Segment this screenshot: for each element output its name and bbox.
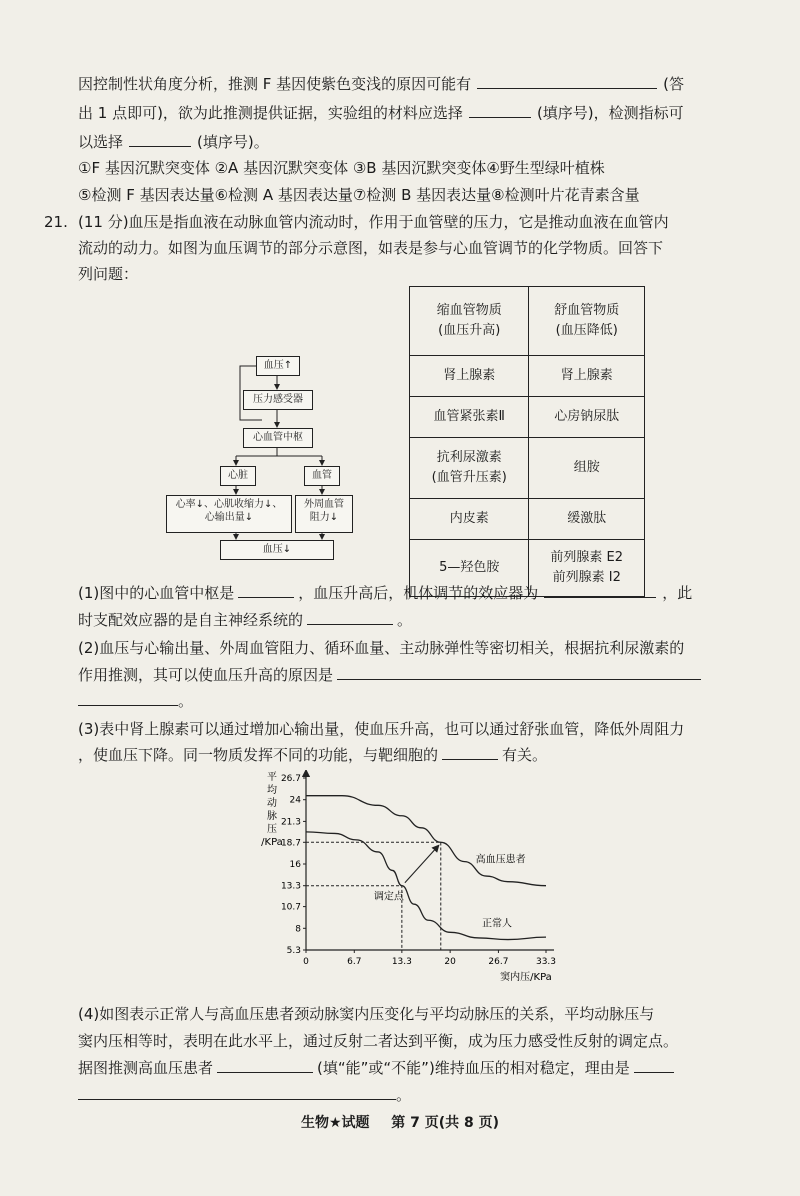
q21-intro-3: 列问题： (78, 265, 139, 283)
header-right-line2: (血压降低) (555, 323, 618, 338)
sub3-text-b: ，使血压下降。同一物质发挥不同的功能，与靶细胞的 (78, 746, 439, 764)
table-cell: 5—羟色胺 (410, 540, 529, 597)
sub1-line2 (78, 610, 412, 630)
answer-blank[interactable] (129, 132, 191, 147)
table-header-row (410, 287, 645, 356)
vessel-box: 血管 (304, 466, 340, 486)
y-tick-label: 8 (295, 924, 301, 935)
sub4-text-e: 。 (396, 1086, 412, 1104)
pressure-receptor-box: 压力感受器 (243, 390, 313, 410)
y-axis-label-char: 动 (267, 798, 277, 809)
y-axis-label-char: /KPa (261, 837, 283, 848)
x-tick-label: 33.3 (535, 957, 557, 967)
sub4-line1: (4)如图表示正常人与高血压患者颈动脉窦内压变化与平均动脉压的关系，平均动脉压与 (78, 1005, 655, 1023)
hypertension-series-label: 高血压患者 (475, 854, 526, 866)
sub2-line3 (78, 691, 193, 711)
cardiovascular-center-box: 心血管中枢 (243, 428, 313, 448)
q20-line3-end: (填序号)。 (197, 133, 269, 151)
cell-line: 抗利尿激素 (436, 450, 502, 465)
q20-line3-text: 以选择 (78, 133, 124, 151)
table-cell (410, 438, 529, 499)
heart-effect-box (166, 495, 292, 533)
setpoint-shift-arrow (405, 845, 439, 882)
q20-line3 (78, 132, 269, 152)
y-tick-label: 5.3 (286, 946, 301, 956)
sub3-text-c: 有关。 (502, 746, 548, 764)
table-row (410, 438, 645, 499)
table-cell: 肾上腺素 (529, 356, 645, 397)
q21-number: 21. (44, 213, 68, 231)
y-tick-label: 13.3 (280, 881, 301, 892)
sub4-text-c: 据图推测高血压患者 (78, 1059, 214, 1077)
table-cell: 缓激肽 (529, 499, 645, 540)
y-axis-label-char: 压 (267, 824, 277, 835)
answer-blank[interactable] (307, 610, 393, 625)
page-footer (0, 1112, 800, 1132)
y-axis-label-char: 平 (267, 772, 277, 783)
vasoactive-substance-table (409, 286, 645, 597)
table-cell: 心房钠尿肽 (529, 397, 645, 438)
arterial-pressure-chart (250, 770, 610, 990)
sub4-line3 (78, 1058, 674, 1078)
y-tick-label: 10.7 (280, 902, 301, 913)
table-cell: 肾上腺素 (410, 356, 529, 397)
sub3-line2 (78, 745, 547, 765)
table-row (410, 499, 645, 540)
table-header-left (410, 287, 529, 356)
q20-line2-end: (填序号)，检测指标可 (536, 104, 684, 122)
x-tick-label: 13.3 (391, 957, 412, 967)
header-left-line2: (血压升高) (438, 323, 501, 338)
sub1-line1 (78, 583, 692, 603)
q20-options-2: ⑤检测 F 基因表达量⑥检测 A 基因表达量⑦检测 B 基因表达量⑧检测叶片花青素含量 (78, 186, 640, 204)
sub1-text-a: (1)图中的心血管中枢是 (78, 584, 235, 602)
vessel-effect-line1: 外周血管 (304, 499, 344, 510)
table-cell: 组胺 (529, 438, 645, 499)
y-tick-label: 26.7 (280, 774, 301, 784)
sub1-text-c: ，此 (662, 584, 693, 602)
subject-label: 生物★试题 (300, 1115, 370, 1131)
hypertension-curve (306, 796, 546, 886)
sub1-text-e: 。 (397, 611, 413, 629)
sub4-line2: 窦内压相等时，表明在此水平上，通过反射二者达到平衡，成为压力感受性反射的调定点。 (78, 1032, 679, 1050)
y-tick-label: 16 (289, 860, 301, 870)
sub2-text-b: 作用推测，其可以使血压升高的原因是 (78, 666, 334, 684)
q20-line2-text: 出 1 点即可)，欲为此推测提供证据，实验组的材料应选择 (78, 104, 463, 122)
bp-down-box: 血压↓ (220, 540, 334, 560)
heart-box: 心脏 (220, 466, 256, 486)
header-left-line1: 缩血管物质 (436, 303, 502, 318)
answer-blank[interactable] (238, 583, 294, 598)
sub2-line1: (2)血压与心输出量、外周血管阻力、循环血量、主动脉弹性等密切相关，根据抗利尿激素的 (78, 639, 685, 657)
header-right-line1: 舒血管物质 (554, 303, 620, 318)
heart-effect-line2: 心输出量↓ (204, 512, 254, 523)
table-row (410, 356, 645, 397)
table-cell: 血管紧张素Ⅱ (410, 397, 529, 438)
cell-line: 前列腺素 I2 (552, 570, 621, 585)
bp-up-box: 血压↑ (256, 356, 300, 376)
vessel-effect-box (295, 495, 353, 533)
y-tick-label: 18.7 (280, 838, 301, 849)
vessel-effect-line2: 阻力↓ (309, 512, 339, 523)
table-header-right (529, 287, 645, 356)
answer-blank[interactable] (217, 1058, 313, 1073)
heart-effect-line1: 心率↓、心肌收缩力↓、 (175, 499, 283, 510)
sub1-text-d: 时支配效应器的是自主神经系统的 (78, 611, 304, 629)
x-tick-label: 6.7 (347, 957, 362, 967)
y-axis-label-char: 均 (267, 785, 277, 796)
table-cell: 内皮素 (410, 499, 529, 540)
q20-options-1: ①F 基因沉默突变体 ②A 基因沉默突变体 ③B 基因沉默突变体④野生型绿叶植株 (78, 159, 605, 177)
sub2-line2 (78, 665, 701, 685)
answer-blank[interactable] (337, 665, 701, 680)
answer-blank[interactable] (477, 74, 657, 89)
y-tick-label: 24 (289, 795, 301, 806)
answer-blank[interactable] (78, 691, 178, 706)
q20-line2 (78, 103, 684, 123)
x-axis-label: 窦内压/KPa (500, 972, 552, 983)
setpoint-label: 调定点 (373, 891, 404, 903)
answer-blank[interactable] (78, 1085, 396, 1100)
q20-line1-text: 因控制性状角度分析，推测 F 基因使紫色变浅的原因可能有 (78, 75, 472, 93)
sub2-text-c: 。 (178, 692, 194, 710)
normal-series-label: 正常人 (481, 918, 512, 930)
cell-line: (血管升压素) (431, 470, 507, 485)
y-tick-label: 21.3 (280, 817, 301, 828)
page-number: 第 7 页(共 8 页) (391, 1115, 500, 1131)
sub4-line4 (78, 1085, 411, 1105)
answer-blank[interactable] (442, 745, 498, 760)
answer-blank[interactable] (469, 103, 531, 118)
sub1-text-b: ，血压升高后，机体调节的效应器为 (298, 584, 539, 602)
sub3-line1: (3)表中肾上腺素可以通过增加心输出量，使血压升高，也可以通过舒张血管，降低外周阻力 (78, 720, 685, 738)
x-tick-label: 20 (444, 957, 456, 967)
q21-intro-1: (11 分)血压是指血液在动脉血管内流动时，作用于血管壁的压力，它是推动血液在血管内 (78, 213, 669, 231)
x-tick-label: 0 (303, 957, 309, 967)
cell-line: 前列腺素 E2 (550, 550, 624, 565)
q21-intro-2: 流动的动力。如图为血压调节的部分示意图，如表是参与心血管调节的化学物质。回答下 (78, 239, 664, 257)
answer-blank[interactable] (544, 583, 656, 598)
q20-line1-end: (答 (663, 75, 685, 93)
q20-line1 (78, 74, 684, 94)
y-axis-label-char: 脉 (267, 811, 277, 822)
answer-blank[interactable] (634, 1058, 674, 1073)
x-tick-label: 26.7 (488, 957, 509, 967)
table-row (410, 397, 645, 438)
sub4-text-d: (填“能”或“不能”)维持血压的相对稳定，理由是 (317, 1059, 630, 1077)
